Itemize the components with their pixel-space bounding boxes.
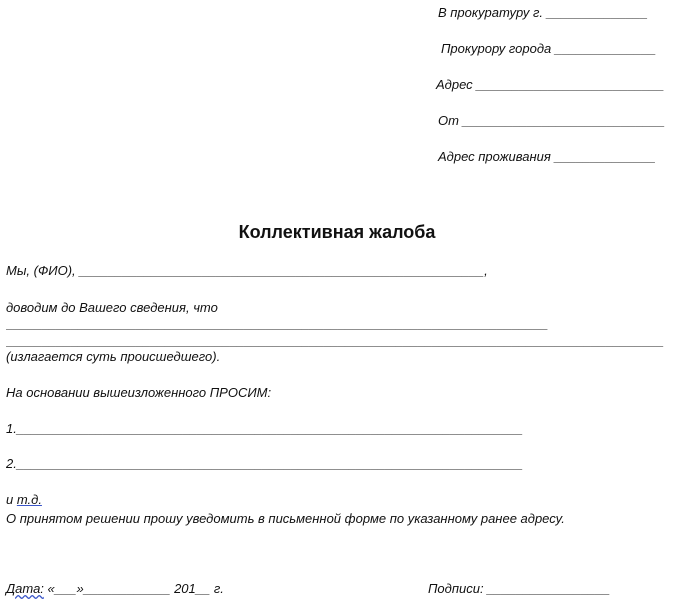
etc-prefix: и — [6, 492, 17, 507]
header-prosecutor-office: В прокуратуру г. ______________ — [438, 5, 648, 20]
date-label: Дата: — [6, 581, 44, 596]
date-line — [6, 581, 224, 596]
header-prosecutor-city: Прокурору города ______________ — [441, 41, 657, 56]
essence-line-1: ___________________________________________________________________________ — [6, 316, 549, 331]
fio-line: Мы, (ФИО), ________________________________________________________, — [6, 263, 488, 278]
date-value: «___»____________ 201__ г. — [47, 581, 224, 596]
header-address: Адрес __________________________ — [436, 77, 665, 92]
signatures-line: Подписи: _________________ — [428, 581, 611, 596]
header-from: От ____________________________ — [438, 113, 665, 128]
inform-text: доводим до Вашего сведения, что — [6, 300, 218, 315]
etc-text: т.д. — [16, 492, 42, 507]
request-item-2: 2.______________________________________________________________________ — [6, 456, 523, 471]
essence-note: (излагается суть происшедшего). — [6, 349, 221, 364]
etc-line — [6, 492, 42, 507]
document-title: Коллективная жалоба — [238, 222, 436, 242]
header-residence: Адрес проживания ______________ — [438, 149, 656, 164]
request-intro: На основании вышеизложенного ПРОСИМ: — [6, 385, 272, 400]
notify-text: О принятом решении прошу уведомить в письменной форме по указанному ранее адресу. — [6, 511, 565, 526]
essence-line-2: ___________________________________________________________________________________________ — [6, 333, 664, 348]
request-item-1: 1.______________________________________________________________________ — [6, 421, 523, 436]
